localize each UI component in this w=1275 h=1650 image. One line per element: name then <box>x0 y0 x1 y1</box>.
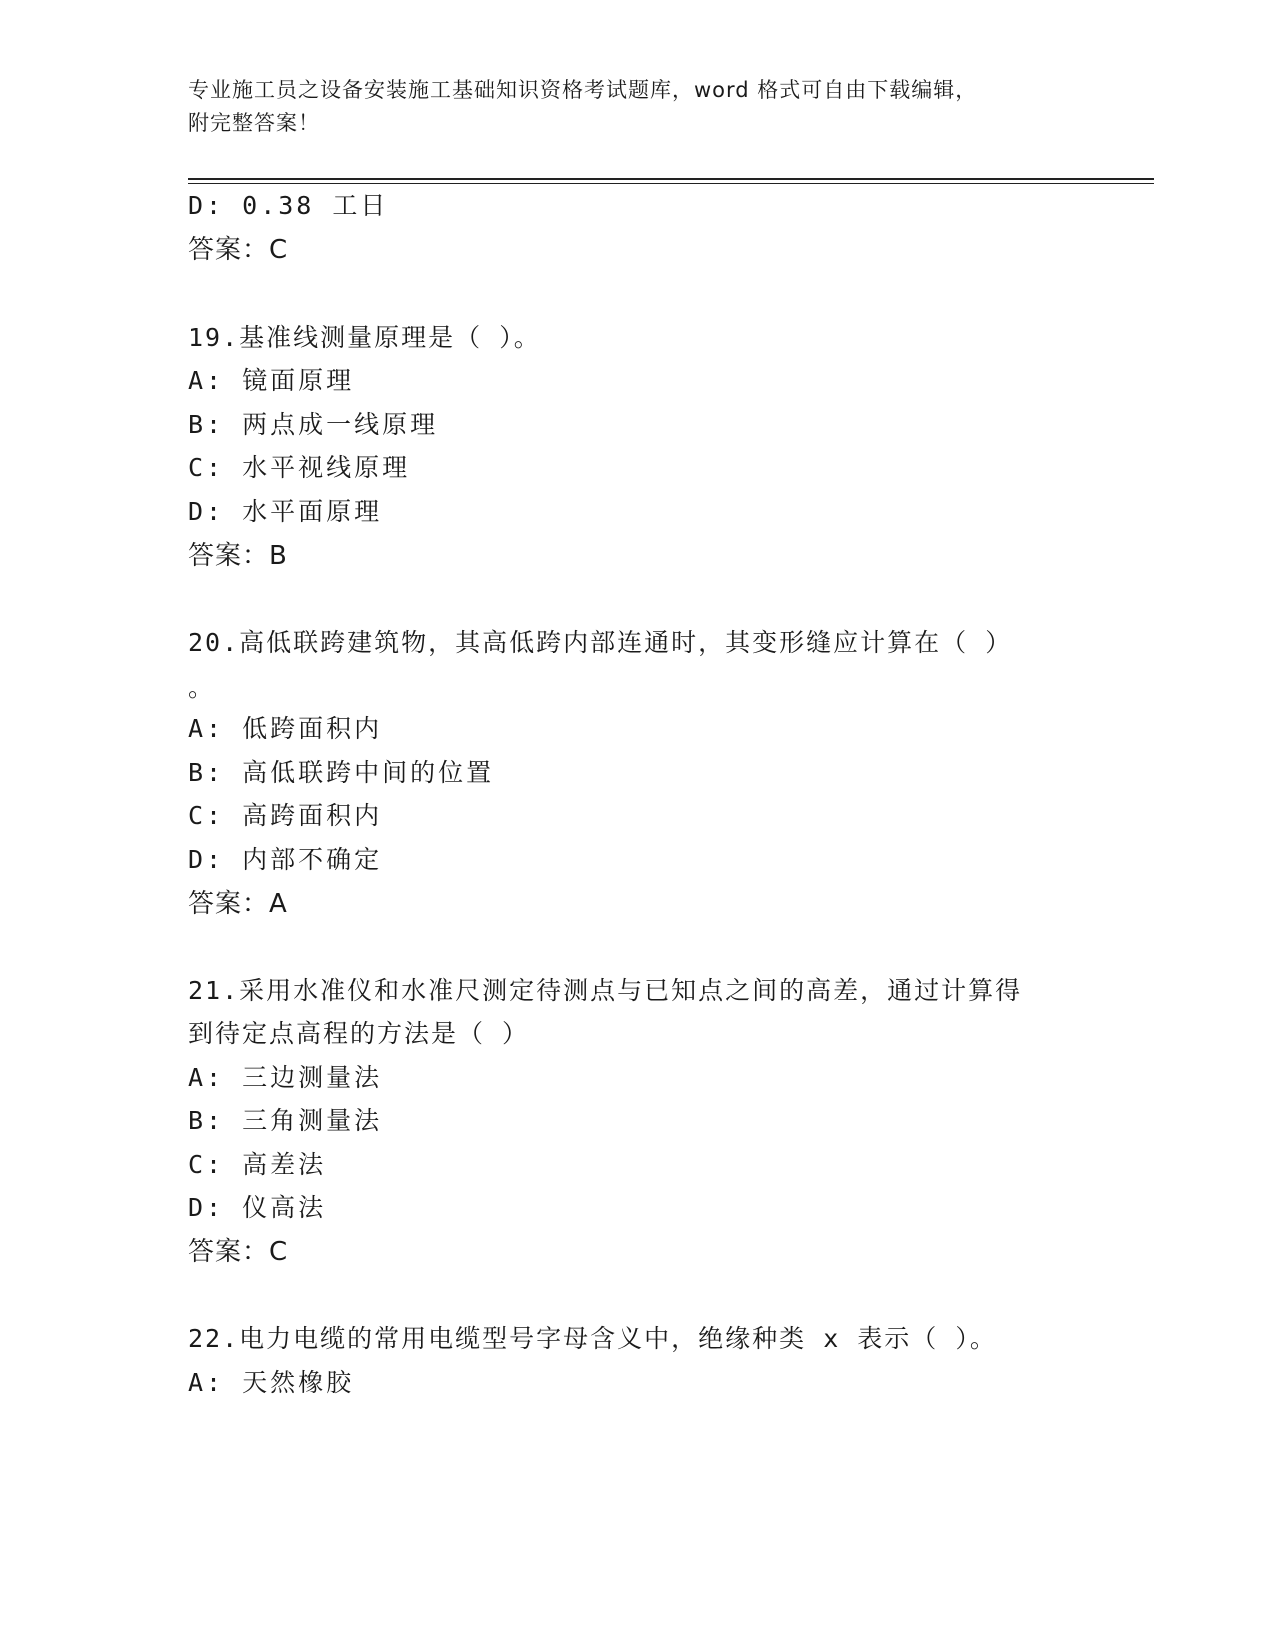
option-line: B: 两点成一线原理 <box>188 410 439 439</box>
answer-line: 答案：B <box>188 541 288 571</box>
question-line: 。 <box>188 673 216 702</box>
option-line: B: 高低联跨中间的位置 <box>188 758 495 787</box>
header-line-2: 附完整答案！ <box>188 111 320 135</box>
option-line: A: 镜面原理 <box>188 366 355 395</box>
option-line: A: 三边测量法 <box>188 1063 383 1092</box>
answer-line: 答案：A <box>188 889 288 919</box>
question-line: 21.采用水准仪和水准尺测定待测点与已知点之间的高差，通过计算得 <box>188 976 1023 1005</box>
option-line: B: 三角测量法 <box>188 1106 383 1135</box>
question-line: 19.基准线测量原理是（ ）。 <box>188 323 541 352</box>
option-line: D: 0.38 工日 <box>188 191 389 220</box>
question-line: 到待定点高程的方法是（ ） <box>188 1019 530 1048</box>
header-line-1: 专业施工员之设备安装施工基础知识资格考试题库，word 格式可自由下载编辑， <box>188 78 978 102</box>
header-divider-thin <box>188 183 1154 184</box>
option-line: D: 内部不确定 <box>188 845 383 874</box>
document-header <box>188 74 1088 140</box>
option-line: D: 仪高法 <box>188 1193 327 1222</box>
option-line: D: 水平面原理 <box>188 497 383 526</box>
answer-line: 答案：C <box>188 1237 289 1267</box>
option-line: C: 高差法 <box>188 1150 327 1179</box>
option-line: C: 高跨面积内 <box>188 801 383 830</box>
answer-line: 答案：C <box>188 235 289 265</box>
header-divider <box>188 178 1154 180</box>
option-line: A: 天然橡胶 <box>188 1368 355 1397</box>
option-line: C: 水平视线原理 <box>188 453 411 482</box>
question-line: 20.高低联跨建筑物，其高低跨内部连通时，其变形缝应计算在（ ） <box>188 628 1013 657</box>
question-line: 22.电力电缆的常用电缆型号字母含义中，绝缘种类 x 表示（ ）。 <box>188 1324 997 1353</box>
option-line: A: 低跨面积内 <box>188 714 383 743</box>
